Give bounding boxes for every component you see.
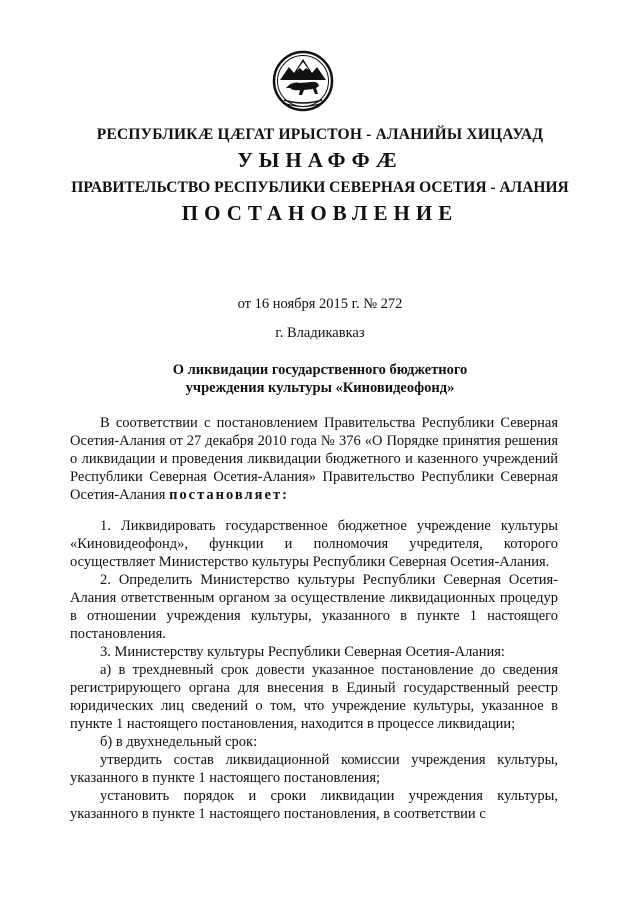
document-title: [0, 361, 640, 397]
item-3a: а) в трехдневный срок довести указанное постановление до сведения регистрирующего органа для внесения в Единый государственный реестр юридических лиц сведений о том, что учреждение культуры, указанное в пункте 1 настоящего постановления, находится в процессе ликвидации;: [70, 662, 558, 732]
title-line-1: О ликвидации государственного бюджетного: [172, 362, 468, 378]
item-3b: б) в двухнедельный срок:: [100, 734, 258, 750]
item-3: 3. Министерству культуры Республики Северная Осетия-Алания:: [100, 644, 505, 660]
city-line: г. Владикавказ: [275, 325, 365, 341]
date-number-line: от 16 ноября 2015 г. № 272: [237, 296, 403, 312]
coat-of-arms-emblem: [272, 50, 334, 112]
item-3b-1: утвердить состав ликвидационной комиссии учреждения культуры, указанного в пункте 1 настоящего постановления;: [70, 752, 558, 786]
preamble-text: В соответствии с постановлением Правительства Республики Северная Осетия-Алания от 27 декабря 2010 года № 376 «О Порядке принятия решения о ликвидации и проведения ликвидации бюджетного и казенного учреждений Республики Северная Осетия-Алания» Правительство Республики Северная Осетия-Алания: [70, 415, 558, 503]
resolution-items: [70, 517, 558, 823]
preamble: [70, 414, 558, 504]
document-type: ПОСТАНОВЛЕНИЕ: [181, 201, 459, 225]
resolution-word: постановляет:: [169, 487, 289, 503]
preamble-paragraph: [70, 414, 558, 504]
document-type-ossetian: УЫНАФФӔ: [237, 148, 403, 172]
item-1: 1. Ликвидировать государственное бюджетное учреждение культуры «Киновидеофонд», функции и полномочия учредителя, которого осуществляет Министерство культуры Республики Северная Осетия-Алания.: [70, 518, 558, 570]
republic-name-ossetian: РЕСПУБЛИКӔ ЦӔГАТ ИРЫСТОН - АЛАНИЙЫ ХИЦАУАД: [96, 126, 544, 143]
item-3b-2: установить порядок и сроки ликвидации учреждения культуры, указанного в пункте 1 настоящего постановления, в соответствии с: [70, 788, 558, 822]
item-2: 2. Определить Министерство культуры Республики Северная Осетия-Алания ответственным органом за осуществление ликвидационных процедур в отношении учреждения культуры, указанного в пункте 1 настоящего постановления.: [70, 572, 558, 642]
title-line-2: учреждения культуры «Киновидеофонд»: [185, 380, 455, 396]
government-name: ПРАВИТЕЛЬСТВО РЕСПУБЛИКИ СЕВЕРНАЯ ОСЕТИЯ - АЛАНИЯ: [71, 179, 569, 196]
